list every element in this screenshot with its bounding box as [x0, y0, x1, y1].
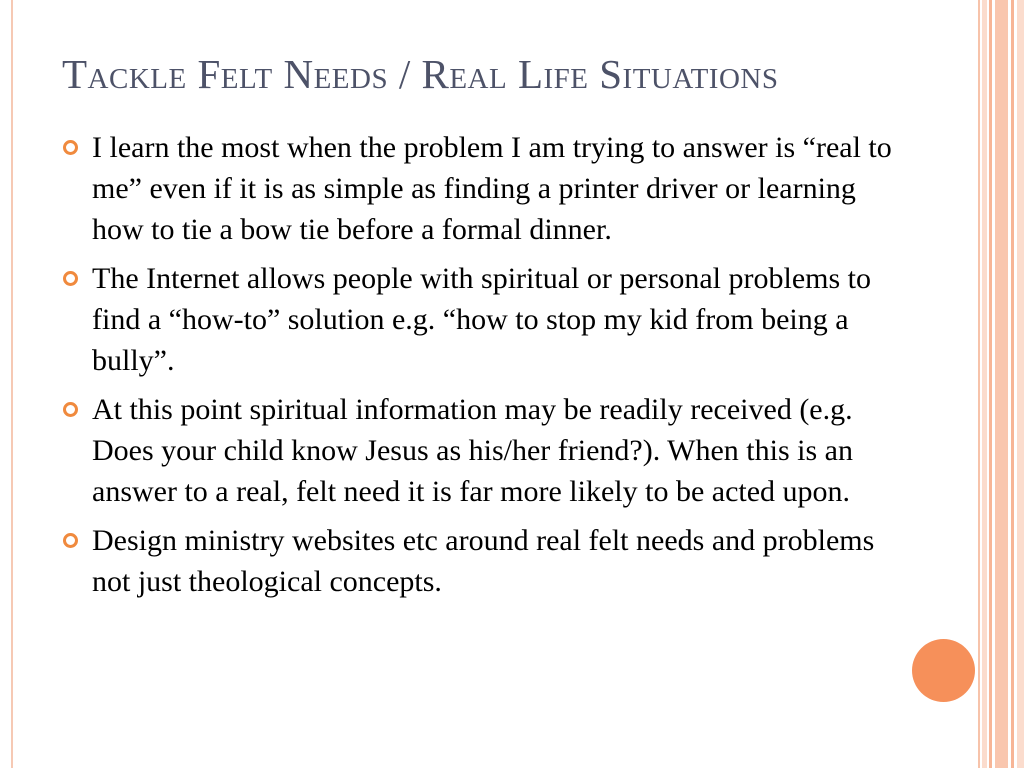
ring-bullet-icon	[63, 271, 78, 286]
bullet-text: Design ministry websites etc around real felt needs and problems not just theological concepts.	[92, 524, 875, 598]
bullet-text: The Internet allows people with spiritual or personal problems to find a “how-to” solution e.g. “how to stop my kid from being a bully”.	[92, 262, 871, 377]
decorative-stripe	[978, 0, 980, 768]
decorative-stripe	[989, 0, 992, 768]
decorative-stripe	[1017, 0, 1024, 768]
slide-title: Tackle Felt Needs / Real Life Situations	[62, 51, 779, 97]
decorative-stripe	[982, 0, 987, 768]
ring-bullet-icon	[63, 402, 78, 417]
bullet-text: I learn the most when the problem I am trying to answer is “real to me” even if it is as simple as finding a printer driver or learning how to tie a bow tie before a formal dinner.	[92, 131, 892, 246]
ring-bullet-icon	[63, 533, 78, 548]
left-border-line	[11, 0, 13, 768]
decorative-stripe	[1011, 0, 1014, 768]
bullet-item	[62, 520, 902, 602]
decorative-stripe	[995, 0, 1008, 768]
decorative-circle	[912, 639, 975, 702]
bullet-text: At this point spiritual information may be readily received (e.g. Does your child know Jesus as his/her friend?). When this is an answer to a real, felt need it is far more likely to be acted upon.	[92, 393, 853, 508]
ring-bullet-icon	[63, 140, 78, 155]
bullet-item	[62, 258, 902, 381]
bullet-list	[62, 127, 902, 610]
bullet-item	[62, 127, 902, 250]
bullet-item	[62, 389, 902, 512]
